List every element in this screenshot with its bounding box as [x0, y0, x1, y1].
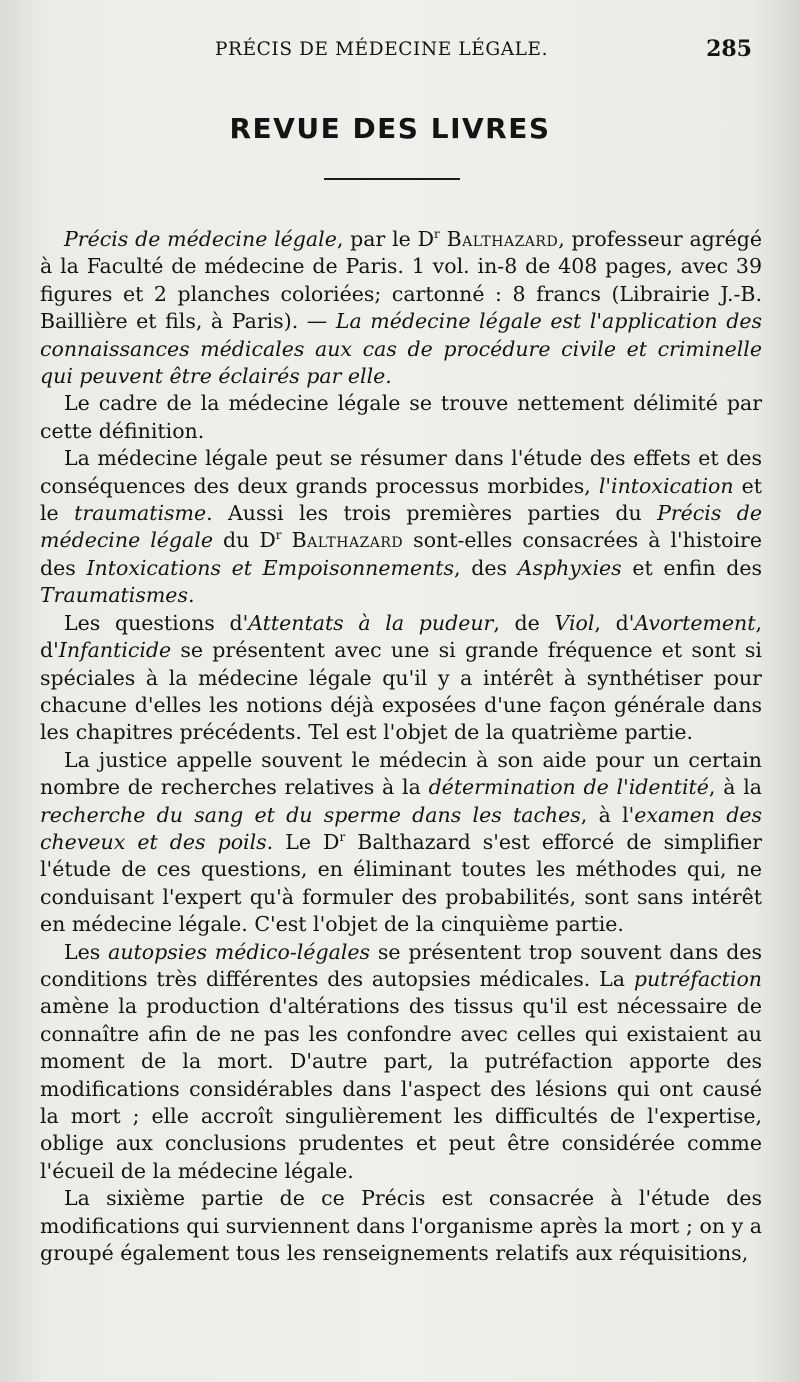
- paragraph: [40, 390, 762, 445]
- italic-text: Avortement: [634, 610, 756, 635]
- text-run: sont-elles consacrées à l'histoire des: [40, 528, 762, 580]
- italic-text: Asphyxies: [517, 555, 622, 580]
- running-head: [60, 36, 762, 66]
- italic-text: traumatisme: [74, 501, 207, 526]
- text-run: . Aussi les trois premières parties du: [206, 501, 658, 526]
- text-run: La sixième partie de ce Précis est consacrée à l'étude des modifications qui surviennent dans l'organisme après la mort ; on y a groupé également tous les renseignements relatifs aux réquisitions,: [40, 1186, 762, 1266]
- text-run: , des: [454, 555, 518, 580]
- text-run: [440, 227, 447, 251]
- page-number: 285: [706, 36, 752, 62]
- paragraph: [40, 747, 762, 939]
- superscript: r: [339, 830, 346, 845]
- superscript: r: [275, 528, 282, 543]
- text-run: et le: [40, 473, 763, 526]
- italic-text: putréfaction: [633, 966, 762, 991]
- text-run: et enfin des: [621, 555, 762, 580]
- paragraph: [40, 1185, 762, 1267]
- text-run: , de: [493, 610, 555, 635]
- text-run: , à l': [580, 802, 635, 827]
- text-run: amène la production d'altérations des tissus qu'il est nécessaire de connaître afin de ne pas les confondre avec celles qui existaient au moment de la mort. D'autre part, la putréfaction apporte des modifications considérables dans l'aspect des lésions qui ont causé la mort ; elle accroît singulièrement les difficultés de l'expertise, oblige aux conclusions prudentes et peut être considérée comme l'écueil de la médecine légale.: [40, 994, 762, 1183]
- text-run: , à la: [708, 775, 762, 800]
- text-run: du D: [212, 528, 276, 553]
- italic-text: Intoxications et Empoisonnements: [86, 555, 455, 580]
- italic-text: Infanticide: [58, 638, 172, 663]
- review-body: [40, 226, 762, 1267]
- text-run: La médecine légale peut se résumer dans l'étude des effets et des conséquences des deux grands processus morbides,: [40, 446, 762, 498]
- superscript: r: [434, 227, 440, 242]
- text-run: , par le D: [336, 227, 435, 251]
- author-name: Balthazard: [446, 227, 559, 251]
- paragraph: [40, 610, 762, 747]
- italic-text: recherche du sang et du sperme dans les taches: [40, 802, 581, 827]
- text-run: se présentent avec une si grande fréquence et sont si spéciales à la médecine légale qu'il y a intérêt à synthétiser pour chacune d'elles les notions déjà exposées d'une façon générale dans les chapitres précédents. Tel est l'objet de la quatrième partie.: [40, 638, 762, 745]
- text-run: , d': [40, 610, 762, 663]
- text-run: [282, 528, 292, 552]
- italic-text: Attentats à la pudeur: [248, 610, 494, 635]
- text-run: .: [187, 583, 195, 608]
- text-run: , d': [594, 610, 635, 635]
- paragraph: [40, 445, 762, 609]
- italic-text: détermination de l'identité: [428, 775, 709, 800]
- italic-text: Précis de médecine légale: [64, 227, 337, 251]
- title-rule: [324, 178, 460, 180]
- paragraph: [40, 226, 762, 390]
- text-run: se présentent trop souvent dans des conditions très différentes des autopsies médicales. La: [40, 939, 762, 991]
- italic-text: l'intoxication: [598, 473, 734, 498]
- text-run: Les questions d': [64, 610, 249, 635]
- text-run: Le cadre de la médecine légale se trouve nettement délimité par cette définition.: [40, 391, 762, 443]
- running-title: PRÉCIS DE MÉDECINE LÉGALE.: [215, 39, 549, 60]
- text-run: Les: [64, 939, 109, 964]
- italic-text: Viol: [554, 610, 595, 635]
- italic-text: autopsies médico-légales: [108, 939, 371, 964]
- italic-text: examen des cheveux et des poils: [40, 802, 762, 854]
- text-run: . Le D: [266, 829, 340, 854]
- text-run: La justice appelle souvent le médecin à son aide pour un certain nombre de recherches relatives à la: [40, 747, 762, 800]
- author-name: Balthazard: [291, 528, 404, 553]
- italic-text: Traumatismes: [40, 583, 188, 608]
- text-run: , professeur agrégé à la Faculté de médecine de Paris. 1 vol. in-8 de 408 pages, avec 39 figures et 2 planches coloriées; cartonné : 8 francs (Librairie J.-B. Baillière et fils, à Paris). —: [40, 227, 762, 334]
- paragraph: [40, 939, 762, 1186]
- section-title: REVUE DES LIVRES: [229, 112, 551, 145]
- italic-text: La médecine légale est l'application des connaissances médicales aux cas de procédure civile et criminelle qui peuvent être éclairés par elle.: [40, 309, 762, 389]
- text-run: Balthazard s'est efforcé de simplifier l'étude de ces questions, en éliminant toutes les méthodes qui, ne conduisant l'expert qu'à formuler des probabilités, sont sans intérêt en médecine légale. C'est l'objet de la cinquième partie.: [40, 829, 762, 937]
- italic-text: Précis de médecine légale: [40, 501, 762, 553]
